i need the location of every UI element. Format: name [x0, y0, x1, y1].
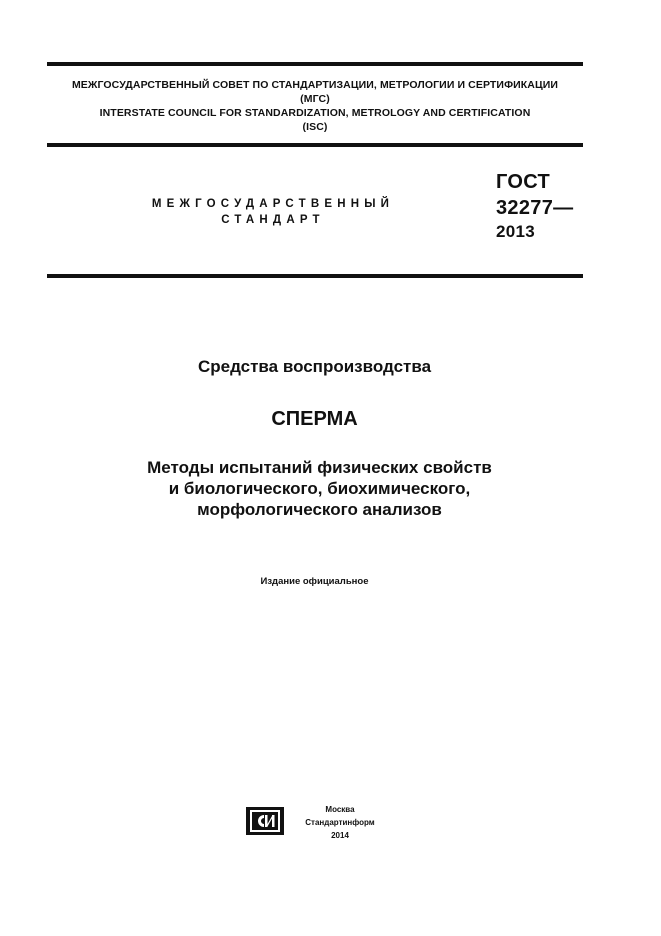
gost-label: ГОСТ	[496, 171, 550, 193]
subtitle-line2: и биологического, биохимического,	[168, 479, 471, 498]
publisher-year: 2014	[331, 831, 349, 840]
council-name-en: INTERSTATE COUNCIL FOR STANDARDIZATION, METROLOGY AND CERTIFICATION	[99, 107, 531, 119]
council-bottom-rule	[47, 143, 583, 147]
council-name-ru: МЕЖГОСУДАРСТВЕННЫЙ СОВЕТ ПО СТАНДАРТИЗАЦИИ, МЕТРОЛОГИИ И СЕРТИФИКАЦИИ	[71, 79, 559, 91]
standard-kind	[118, 196, 428, 228]
subtitle-line1: Методы испытаний физических свойств	[147, 458, 492, 477]
gost-designation	[496, 169, 573, 243]
edition-label: Издание официальное	[260, 576, 369, 587]
council-abbr-en: (ISC)	[302, 121, 328, 133]
top-rule	[47, 62, 583, 66]
publisher-name: Стандартинформ	[305, 818, 375, 827]
council-abbr-ru: (МГС)	[300, 93, 330, 105]
publisher-city: Москва	[325, 805, 355, 814]
main-title: СПЕРМА	[271, 408, 358, 430]
publisher-info	[292, 803, 388, 842]
standartinform-logo-icon	[246, 807, 284, 835]
subtitle-line3: морфологического анализов	[197, 500, 442, 519]
standard-kind-line1: МЕЖГОСУДАРСТВЕННЫЙ	[151, 198, 395, 210]
series-title: Средства воспроизводства	[197, 357, 432, 376]
gost-year: 2013	[496, 222, 536, 241]
standard-bottom-rule	[47, 274, 583, 278]
council-header	[47, 78, 583, 134]
subtitle	[0, 457, 639, 520]
gost-number: 32277—	[496, 197, 574, 219]
standard-kind-line2: СТАНДАРТ	[221, 214, 325, 226]
